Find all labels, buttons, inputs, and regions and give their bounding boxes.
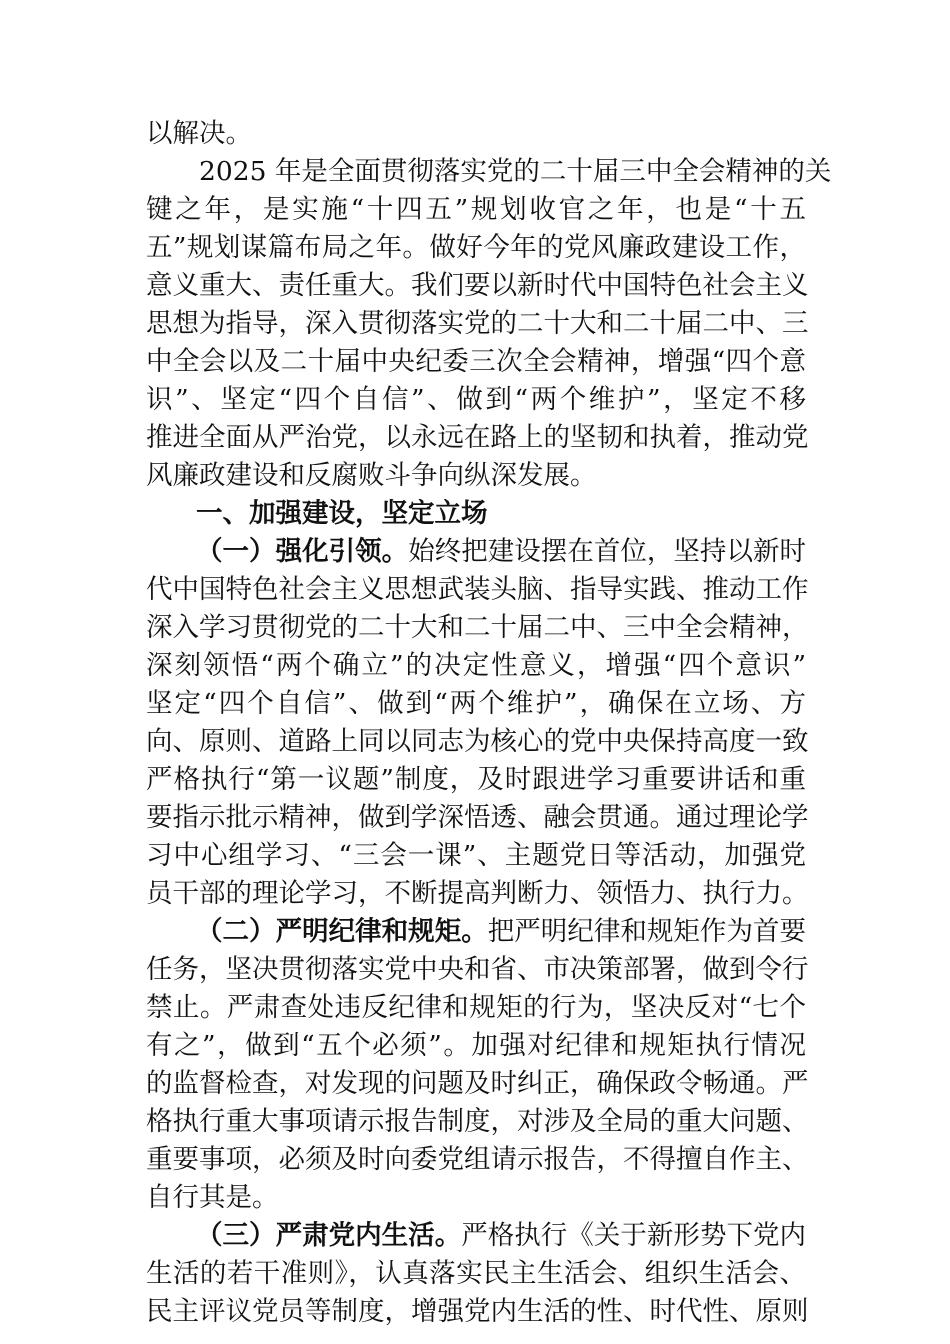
subsection-title: （二）严明纪律和规矩。: [196, 916, 488, 947]
paragraph-line: 思想为指导，深入贯彻落实党的二十大和二十届二中、三: [146, 308, 809, 339]
paragraph-line: 习中心组学习、“三会一课”、主题党日等活动，加强党: [146, 840, 806, 871]
paragraph-line: 格执行重大事项请示报告制度，对涉及全局的重大问题、: [146, 1106, 809, 1137]
paragraph-line: 中全会以及二十届中央纪委三次全会精神，增强“四个意: [146, 346, 806, 377]
paragraph-line: 禁止。严肃查处违反纪律和规矩的行为，坚决反对“七个: [146, 992, 806, 1023]
paragraph-line: 坚定“四个自信”、做到“两个维护”，确保在立场、方: [146, 688, 806, 719]
subsection-title: （三）严肃党内生活。: [196, 1220, 462, 1251]
paragraph-line: 推进全面从严治党，以永远在路上的坚韧和执着，推动党: [146, 422, 809, 453]
paragraph-line: 自行其是。: [146, 1182, 279, 1213]
subsection-text: 严格执行《关于新形势下党内: [461, 1220, 807, 1251]
subsection-text: 始终把建设摆在首位，坚持以新时: [408, 536, 807, 567]
paragraph-line: 代中国特色社会主义思想武装头脑、指导实践、推动工作: [146, 574, 809, 605]
paragraph-line: 风廉政建设和反腐败斗争向纵深发展。: [146, 460, 597, 491]
paragraph-line: 员干部的理论学习，不断提高判断力、领悟力、执行力。: [146, 878, 809, 909]
subsection-title: （一）强化引领。: [196, 536, 409, 567]
paragraph-line: 的监督检查，对发现的问题及时纠正，确保政令畅通。严: [146, 1068, 809, 1099]
section-heading: 一、加强建设，坚定立场: [196, 498, 488, 529]
paragraph-line: 有之”，做到“五个必须”。加强对纪律和规矩执行情况: [146, 1030, 806, 1061]
paragraph-line: 意义重大、责任重大。我们要以新时代中国特色社会主义: [146, 270, 809, 301]
paragraph-line: 民主评议党员等制度，增强党内生活的性、时代性、原则: [146, 1296, 809, 1327]
subsection-first-line: [196, 1218, 806, 1254]
subsection-first-line: [196, 534, 806, 570]
paragraph-line: 向、原则、道路上同以同志为核心的党中央保持高度一致: [146, 726, 809, 757]
paragraph-line: 识”、坚定“四个自信”、做到“两个维护”，坚定不移: [146, 384, 806, 415]
paragraph-line: 要指示批示精神，做到学深悟透、融会贯通。通过理论学: [146, 802, 809, 833]
subsection-text: 把严明纪律和规矩作为首要: [487, 916, 806, 947]
paragraph-line: 五”规划谋篇布局之年。做好今年的党风廉政建设工作，: [146, 232, 806, 263]
paragraph-line: 生活的若干准则》，认真落实民主生活会、组织生活会、: [146, 1258, 806, 1289]
paragraph-line: 任务，坚决贯彻落实党中央和省、市决策部署，做到令行: [146, 954, 809, 985]
paragraph-line: 以解决。: [146, 118, 252, 149]
paragraph-line: 深入学习贯彻党的二十大和二十届二中、三中全会精神，: [146, 612, 809, 643]
paragraph-line: 2025 年是全面贯彻落实党的二十届三中全会精神的关: [146, 156, 832, 187]
paragraph-line: 键之年，是实施“十四五”规划收官之年，也是“十五: [146, 194, 806, 225]
subsection-first-line: [196, 914, 806, 950]
paragraph-line: 重要事项，必须及时向委党组请示报告，不得擅自作主、: [146, 1144, 809, 1175]
paragraph-line: 严格执行“第一议题”制度，及时跟进学习重要讲话和重: [146, 764, 806, 795]
paragraph-line: 深刻领悟“两个确立”的决定性意义，增强“四个意识”: [146, 650, 806, 681]
